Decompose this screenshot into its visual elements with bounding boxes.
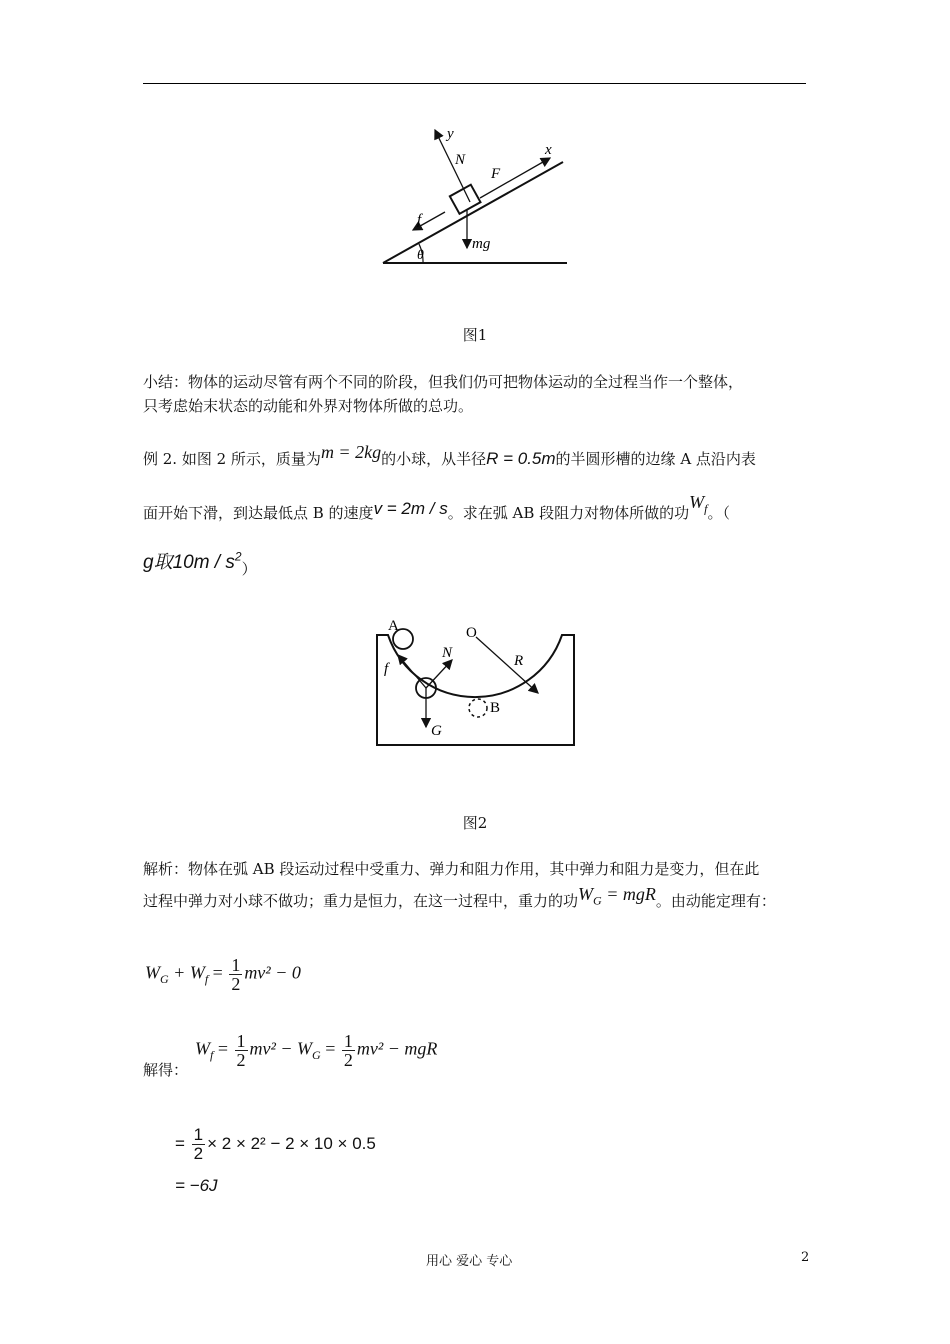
label-y: y [447, 126, 454, 142]
figure-1-incline-diagram [375, 120, 575, 270]
g-value: g取$10m / s^2$ [143, 550, 242, 574]
page-number: 2 [801, 1250, 810, 1265]
label-N2: N [442, 645, 453, 661]
friction-force-arrow [398, 655, 426, 688]
label-theta: θ [417, 248, 424, 263]
work-friction-symbol: $W_f$ [689, 492, 708, 516]
example-2-close: ） [241, 560, 257, 579]
example-2-text-b: 的小球，从半径 [381, 450, 487, 468]
equation-solve-wf: $W_f$ = $\frac{1}{2}$ $mv^2 - W_G$ = $\frac{1}{2}$ mv² − mgR [195, 1031, 438, 1070]
label-G: G [431, 723, 442, 739]
velocity-formula: v = 2m / s [373, 499, 448, 518]
ball-at-B [469, 699, 487, 717]
equation-numeric: = $\frac{1}{2}$ × 2 × 2² − 2 × 10 × 0.5 [175, 1125, 376, 1163]
analysis-text-b: 。由动能定理有： [655, 892, 776, 910]
example-2-line-2 [143, 492, 730, 531]
solve-label: 解得： [143, 1061, 189, 1079]
label-mg: mg [472, 236, 491, 252]
gravity-work-formula: $W_G$ = mgR [578, 884, 656, 908]
block [450, 185, 481, 214]
radius-formula: R = 0.5m [486, 449, 556, 468]
header-rule [143, 83, 806, 84]
summary-line-2: 只考虑始末状态的动能和外界对物体所做的总功。 [143, 397, 474, 415]
label-R: R [514, 653, 524, 669]
analysis-text-a: 过程中弹力对小球不做功；重力是恒力，在这一过程中，重力的功 [143, 892, 579, 910]
normal-force-arrow [426, 660, 452, 688]
example-2-line-1 [143, 442, 756, 471]
label-f2: f [384, 661, 389, 677]
footer-motto: 用心 爱心 专心 [426, 1254, 513, 1269]
example-2-text-f: 。（ [707, 504, 730, 522]
analysis-line-2 [143, 884, 776, 919]
figure-1-caption: 图1 [462, 326, 488, 344]
example-2-text-c: 的半圆形槽的边缘 A 点沿内表 [555, 450, 756, 468]
label-f: f [417, 212, 422, 228]
equation-result: = −6J [175, 1176, 218, 1195]
example-2-text-a: 例 2. 如图 2 所示，质量为 [143, 450, 321, 468]
label-N: N [455, 152, 466, 168]
radius-arrow [476, 637, 538, 693]
label-x: x [545, 142, 552, 158]
label-O: O [466, 625, 477, 641]
equation-work-energy: $W_G + W_f$ = $\frac{1}{2}$ mv² − 0 [145, 955, 301, 994]
figure-2-caption: 图2 [462, 814, 488, 832]
trough-outline [377, 635, 574, 745]
analysis-line-1: 解析：物体在弧 AB 段运动过程中受重力、弹力和阻力作用，其中弹力和阻力是变力，但在此 [143, 860, 760, 878]
example-2-text-d: 面开始下滑，到达最低点 B 的速度 [143, 504, 374, 522]
summary-line-1: 小结：物体的运动尽管有两个不同的阶段，但我们仍可把物体运动的全过程当作一个整体， [143, 373, 744, 391]
label-A: A [388, 618, 399, 634]
example-2-line-3 [143, 545, 257, 579]
example-2-text-e: 。求在弧 AB 段阻力对物体所做的功 [447, 504, 690, 522]
mass-formula: m = 2kg [320, 442, 382, 462]
label-F: F [491, 166, 501, 182]
label-B: B [490, 700, 501, 716]
figure-2-semicircle-diagram [370, 615, 585, 750]
